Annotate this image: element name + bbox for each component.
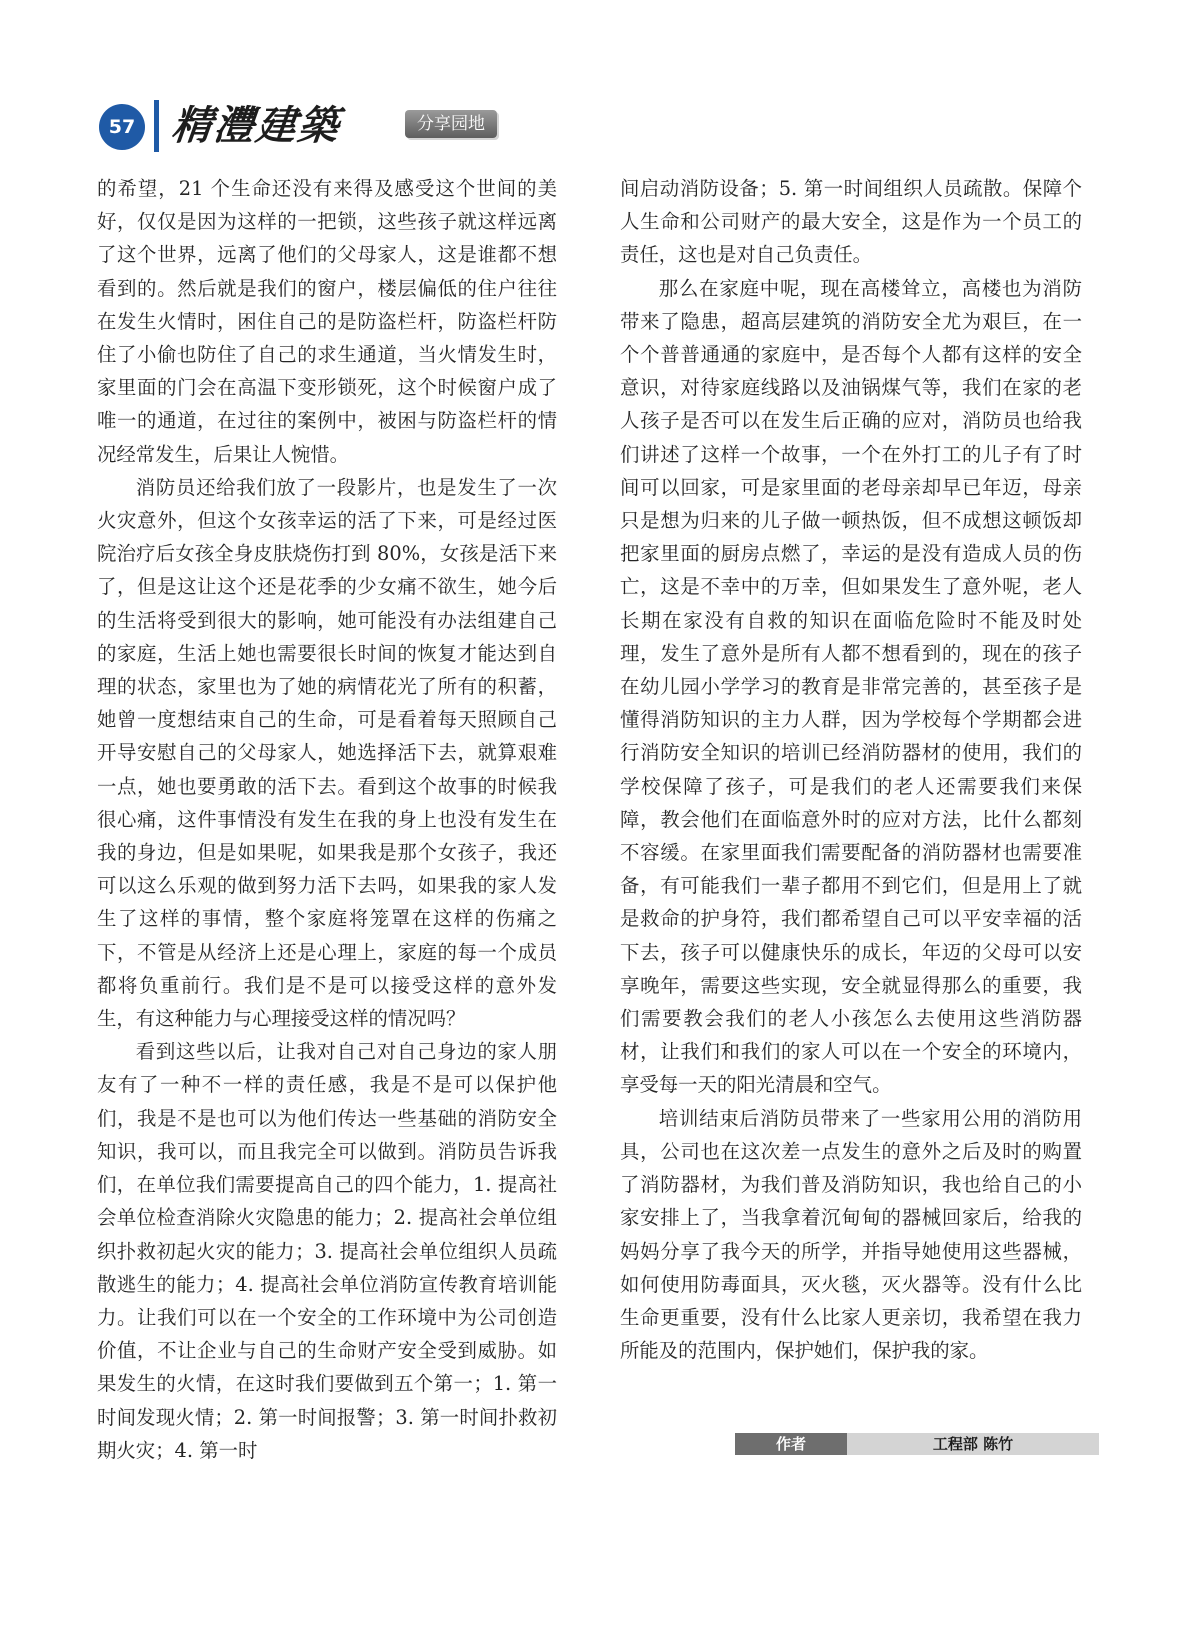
- paragraph: 那么在家庭中呢，现在高楼耸立，高楼也为消防带来了隐患，超高层建筑的消防安全尤为艰巨，在一个个普普通通的家庭中，是否每个人都有这样的安全意识，对待家庭线路以及油锅煤气等，我们在家的老人孩子是否可以在发生后正确的应对，消防员也给我们讲述了这样一个故事，一个在外打工的儿子有了时间可以回家，可是家里面的老母亲却早已年迈，母亲只是想为归来的儿子做一顿热饭，但不成想这顿饭却把家里面的厨房点燃了，幸运的是没有造成人员的伤亡，这是不幸中的万幸，但如果发生了意外呢，老人长期在家没有自救的知识在面临危险时不能及时处理，发生了意外是所有人都不想看到的，现在的孩子在幼儿园小学学习的教育是非常完善的，甚至孩子是懂得消防知识的主力人群，因为学校每个学期都会进行消防安全知识的培训已经消防器材的使用，我们的学校保障了孩子，可是我们的老人还需要我们来保障，教会他们在面临意外时的应对方法，比什么都刻不容缓。在家里面我们需要配备的消防器材也需要准备，有可能我们一辈子都用不到它们，但是用上了就是救命的护身符，我们都希望自己可以平安幸福的活下去，孩子可以健康快乐的成长，年迈的父母可以安享晚年，需要这些实现，安全就显得那么的重要，我们需要教会我们的老人小孩怎么去使用这些消防器材，让我们和我们的家人可以在一个安全的环境内，享受每一天的阳光清晨和空气。: [620, 276, 1082, 1097]
- left-column: [97, 172, 557, 1467]
- author-name: 工程部 陈竹: [847, 1433, 1099, 1455]
- author-label: 作者: [735, 1433, 847, 1455]
- paragraph: 的希望，21 个生命还没有来得及感受这个世间的美好，仅仅是因为这样的一把锁，这些孩子就这样远离了这个世界，远离了他们的父母家人，这是谁都不想看到的。然后就是我们的窗户，楼层偏低的住户往往在发生火情时，困住自己的是防盗栏杆，防盗栏杆防住了小偷也防住了自己的求生通道，当火情发生时，家里面的门会在高温下变形锁死，这个时候窗户成了唯一的通道，在过往的案例中，被困与防盗栏杆的情况经常发生，后果让人惋惜。: [97, 177, 557, 466]
- magazine-logo: 精灃建築: [169, 102, 343, 149]
- header-divider: [154, 100, 159, 152]
- section-tag: 分享园地: [405, 110, 497, 138]
- paragraph: 培训结束后消防员带来了一些家用公用的消防用具，公司也在这次差一点发生的意外之后及时的购置了消防器材，为我们普及消防知识，我也给自己的小家安排上了，当我拿着沉甸甸的器械回家后，给我的妈妈分享了我今天的所学，并指导她使用这些器械，如何使用防毒面具，灭火毯，灭火器等。没有什么比生命更重要，没有什么比家人更亲切，我希望在我力所能及的范围内，保护她们，保护我的家。: [620, 1106, 1082, 1363]
- author-credit: [735, 1433, 1099, 1455]
- paragraph: 间启动消防设备；5. 第一时间组织人员疏散。保障个人生命和公司财产的最大安全，这是作为一个员工的责任，这也是对自己负责任。: [620, 177, 1082, 267]
- page-number-badge: 57: [99, 104, 145, 150]
- paragraph: 消防员还给我们放了一段影片，也是发生了一次火灾意外，但这个女孩幸运的活了下来，可是经过医院治疗后女孩全身皮肤烧伤打到 80%，女孩是活下来了，但是这让这个还是花季的少女痛不欲生，她今后的生活将受到很大的影响，她可能没有办法组建自己的家庭，生活上她也需要很长时间的恢复才能达到自理的状态，家里也为了她的病情花光了所有的积蓄，她曾一度想结束自己的生命，可是看着每天照顾自己开导安慰自己的父母家人，她选择活下去，就算艰难一点，她也要勇敢的活下去。看到这个故事的时候我很心痛，这件事情没有发生在我的身上也没有发生在我的身边，但是如果呢，如果我是那个女孩子，我还可以这么乐观的做到努力活下去吗，如果我的家人发生了这样的事情，整个家庭将笼罩在这样的伤痛之下，不管是从经济上还是心理上，家庭的每一个成员都将负重前行。我们是不是可以接受这样的意外发生，有这种能力与心理接受这样的情况吗？: [97, 475, 557, 1031]
- page-header: [92, 96, 792, 156]
- paragraph: 看到这些以后，让我对自己对自己身边的家人朋友有了一种不一样的责任感，我是不是可以保护他们，我是不是也可以为他们传达一些基础的消防安全知识，我可以，而且我完全可以做到。消防员告诉我们，在单位我们需要提高自己的四个能力，1. 提高社会单位检查消除火灾隐患的能力；2. 提高社会单位组织扑救初起火灾的能力；3. 提高社会单位组织人员疏散逃生的能力；4. 提高社会单位消防宣传教育培训能力。让我们可以在一个安全的工作环境中为公司创造价值，不让企业与自己的生命财产安全受到威胁。如果发生的火情，在这时我们要做到五个第一；1. 第一时间发现火情；2. 第一时间报警；3. 第一时间扑救初期火灾；4. 第一时: [97, 1040, 557, 1462]
- right-column: [620, 172, 1082, 1367]
